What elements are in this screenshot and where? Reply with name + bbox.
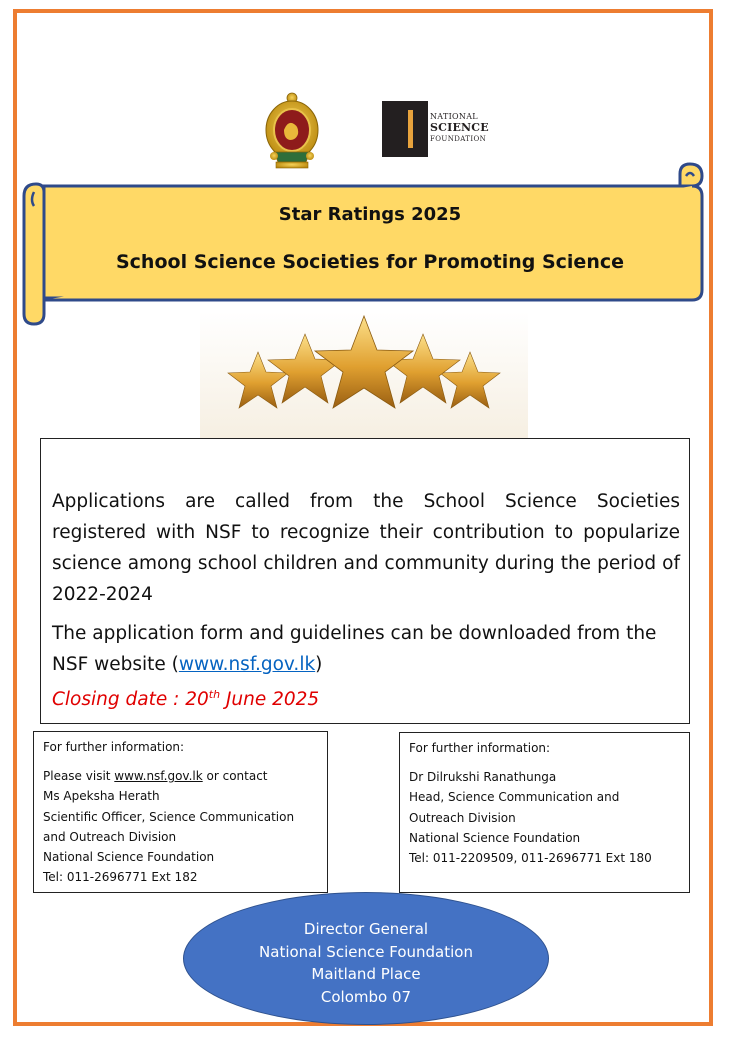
contact-left-visit-prefix: Please visit	[43, 769, 115, 783]
download-text-suffix: )	[315, 654, 323, 675]
contact-left-website-link[interactable]: www.nsf.gov.lk	[114, 769, 203, 783]
contact-left-name: Ms Apeksha Herath	[43, 789, 160, 804]
contact-left-role-line1: Scientific Officer, Science Communication	[43, 809, 295, 824]
address-line4: Colombo 07	[320, 987, 412, 1006]
nsf-logo-text	[430, 112, 489, 144]
contact-left-heading: For further information:	[43, 740, 185, 754]
contact-right-name: Dr Dilrukshi Ranathunga	[409, 770, 557, 784]
nsf-logo-line3: FOUNDATION	[430, 135, 487, 143]
address-line2: National Science Foundation	[259, 942, 473, 961]
contact-left-tel: Tel: 011-2696771 Ext 182	[43, 870, 198, 885]
closing-date	[52, 688, 319, 710]
contact-box-left	[33, 731, 328, 893]
closing-date-ordinal: th	[208, 688, 221, 701]
contact-left-org: National Science Foundation	[43, 850, 215, 865]
contact-right-role-line1: Head, Science Communication and	[409, 790, 620, 805]
closing-date-suffix: June 2025	[220, 689, 320, 711]
contact-left-visit	[43, 766, 294, 786]
sri-lanka-emblem-icon	[262, 90, 322, 170]
nsf-logo-mark-icon	[382, 101, 428, 157]
contact-left-visit-suffix: or contact	[202, 769, 268, 783]
nsf-website-link[interactable]: www.nsf.gov.lk	[178, 654, 316, 675]
address-text	[183, 918, 549, 1008]
contact-right-org: National Science Foundation	[409, 830, 581, 845]
scroll-banner	[20, 162, 710, 332]
nsf-logo-line1: NATIONAL	[430, 112, 478, 121]
download-paragraph	[52, 618, 680, 680]
contact-right-tel: Tel: 011-2209509, 011-2696771 Ext 180	[409, 851, 652, 866]
contact-left-role-line2: and Outreach Division	[43, 829, 177, 844]
download-text-prefix: The application form and guidelines can be downloaded from the NSF website (	[52, 623, 657, 675]
gold-stars-icon	[200, 312, 528, 438]
banner-subtitle: School Science Societies for Promoting Science	[115, 251, 624, 273]
closing-date-prefix: Closing date : 20	[52, 689, 209, 711]
address-line1: Director General	[303, 920, 429, 938]
contact-box-right	[399, 732, 690, 893]
address-line3: Maitland Place	[311, 965, 421, 983]
contact-right-role-line2: Outreach Division	[409, 810, 516, 825]
contact-right-heading: For further information:	[409, 741, 551, 755]
nsf-logo-line2: SCIENCE	[430, 121, 489, 134]
banner-title: Star Ratings 2025	[278, 204, 462, 225]
announcement-paragraph: Applications are called from the School Science Societies registered with NSF to recognize their contribution to popularize science among school children and community during the period of 2022-2024	[52, 491, 680, 605]
nsf-logo	[381, 100, 491, 158]
